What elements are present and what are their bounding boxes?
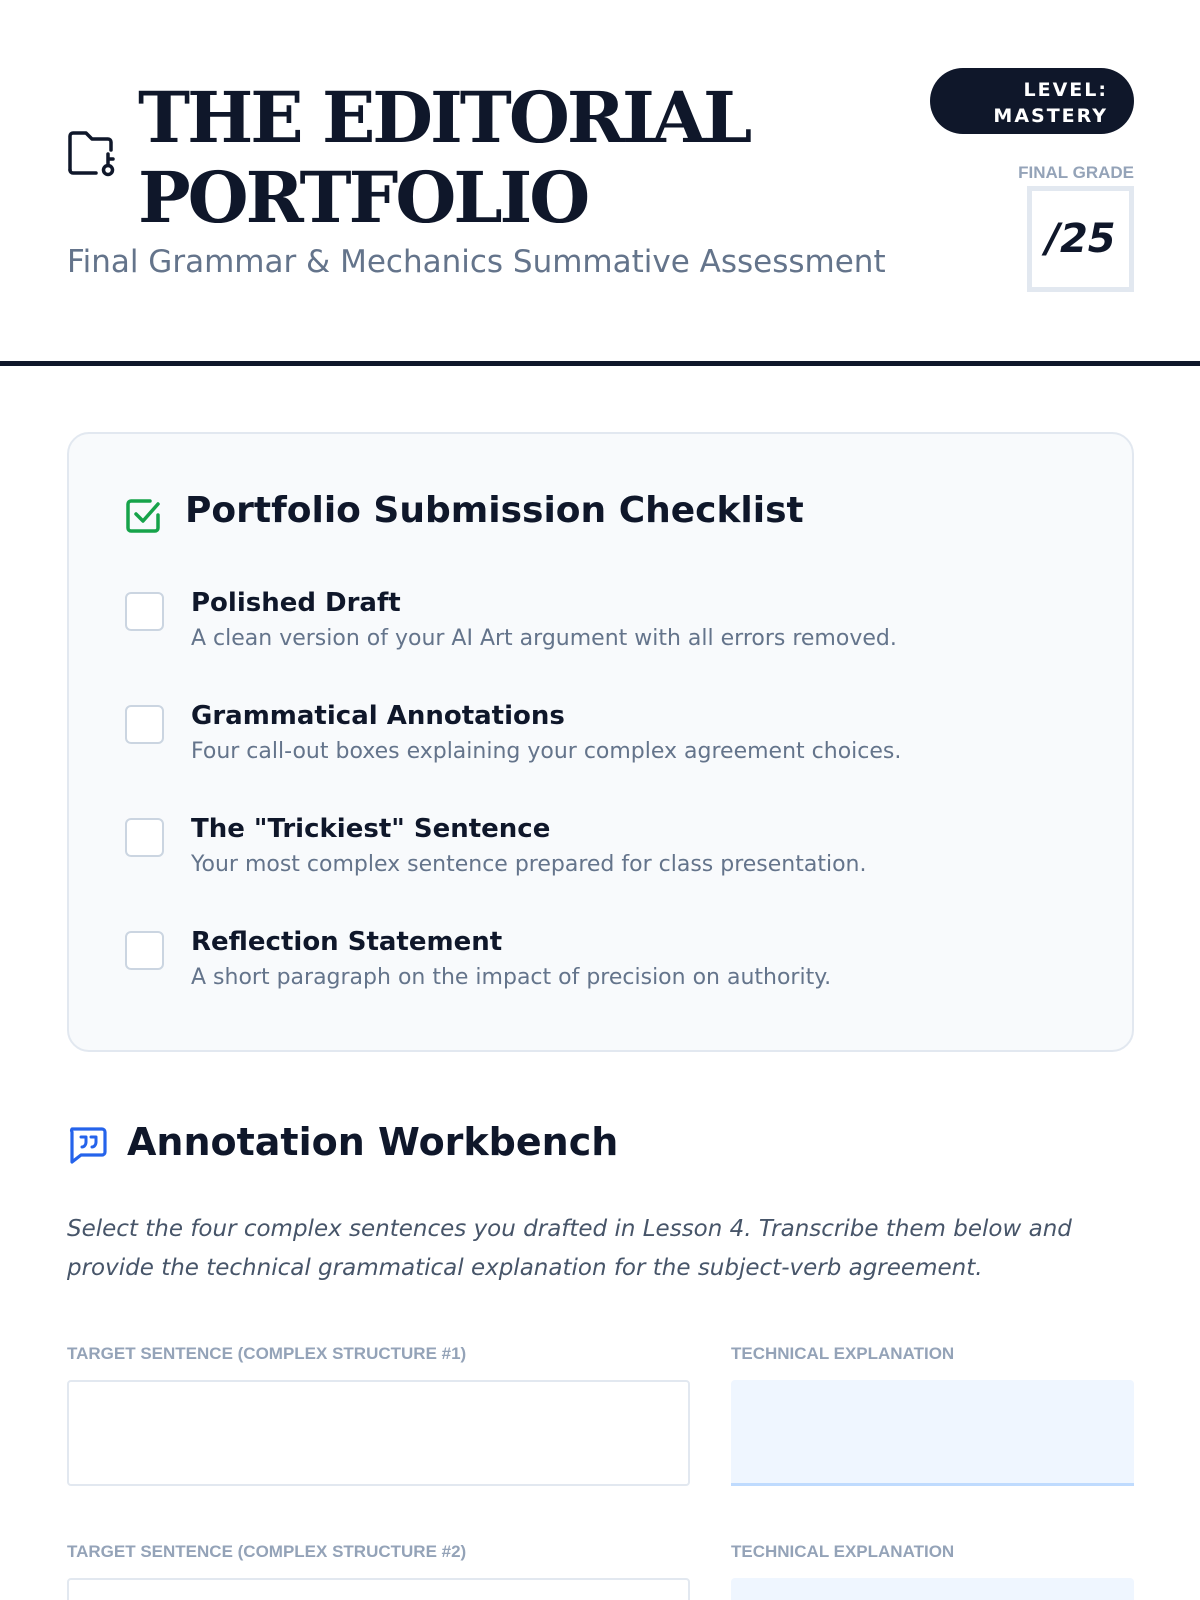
final-grade-box[interactable]: /25 [1027, 186, 1134, 292]
folder-key-icon [66, 128, 120, 178]
checklist-item-description: A short paragraph on the impact of precision on authority. [191, 965, 832, 990]
target-sentence-label: TARGET SENTENCE (COMPLEX STRUCTURE #2) [67, 1542, 467, 1561]
checklist-checkbox[interactable] [125, 592, 164, 631]
checklist-checkbox[interactable] [125, 931, 164, 970]
checklist-item-title: The "Trickiest" Sentence [191, 814, 551, 844]
checklist-checkbox[interactable] [125, 818, 164, 857]
checklist-item-title: Reflection Statement [191, 927, 503, 957]
technical-explanation-input[interactable] [731, 1578, 1134, 1600]
submission-checklist-card [67, 432, 1134, 1052]
page-title: THE EDITORIAL PORTFOLIO [138, 76, 750, 239]
workbench-instructions: Select the four complex sentences you drafted in Lesson 4. Transcribe them below and provide the technical grammatical explanation for the subject-verb agreement. [67, 1216, 1072, 1281]
portfolio-header [0, 0, 1200, 366]
technical-explanation-input[interactable] [731, 1380, 1134, 1486]
technical-explanation-label: TECHNICAL EXPLANATION [731, 1344, 955, 1363]
level-badge: LEVEL: MASTERY [930, 68, 1134, 134]
checklist-checkbox[interactable] [125, 705, 164, 744]
checklist-item-title: Polished Draft [191, 588, 401, 618]
checklist-item-title: Grammatical Annotations [191, 701, 565, 731]
checkbox-checked-icon [125, 498, 161, 534]
checklist-item [125, 701, 1085, 781]
page-subtitle: Final Grammar & Mechanics Summative Assessment [67, 244, 886, 280]
checklist-item-description: Four call-out boxes explaining your complex agreement choices. [191, 739, 902, 764]
checklist-item-description: A clean version of your AI Art argument with all errors removed. [191, 626, 897, 651]
technical-explanation-label: TECHNICAL EXPLANATION [731, 1542, 955, 1561]
quote-bubble-icon [67, 1126, 107, 1164]
target-sentence-input[interactable] [67, 1578, 690, 1600]
workbench-title: Annotation Workbench [127, 1120, 619, 1164]
target-sentence-label: TARGET SENTENCE (COMPLEX STRUCTURE #1) [67, 1344, 467, 1363]
checklist-item-description: Your most complex sentence prepared for class presentation. [191, 852, 867, 877]
final-grade-label: FINAL GRADE [1018, 163, 1134, 182]
target-sentence-input[interactable] [67, 1380, 690, 1486]
checklist-title: Portfolio Submission Checklist [185, 490, 804, 531]
checklist-item [125, 927, 1085, 1007]
checklist-item [125, 814, 1085, 894]
checklist-item [125, 588, 1085, 668]
